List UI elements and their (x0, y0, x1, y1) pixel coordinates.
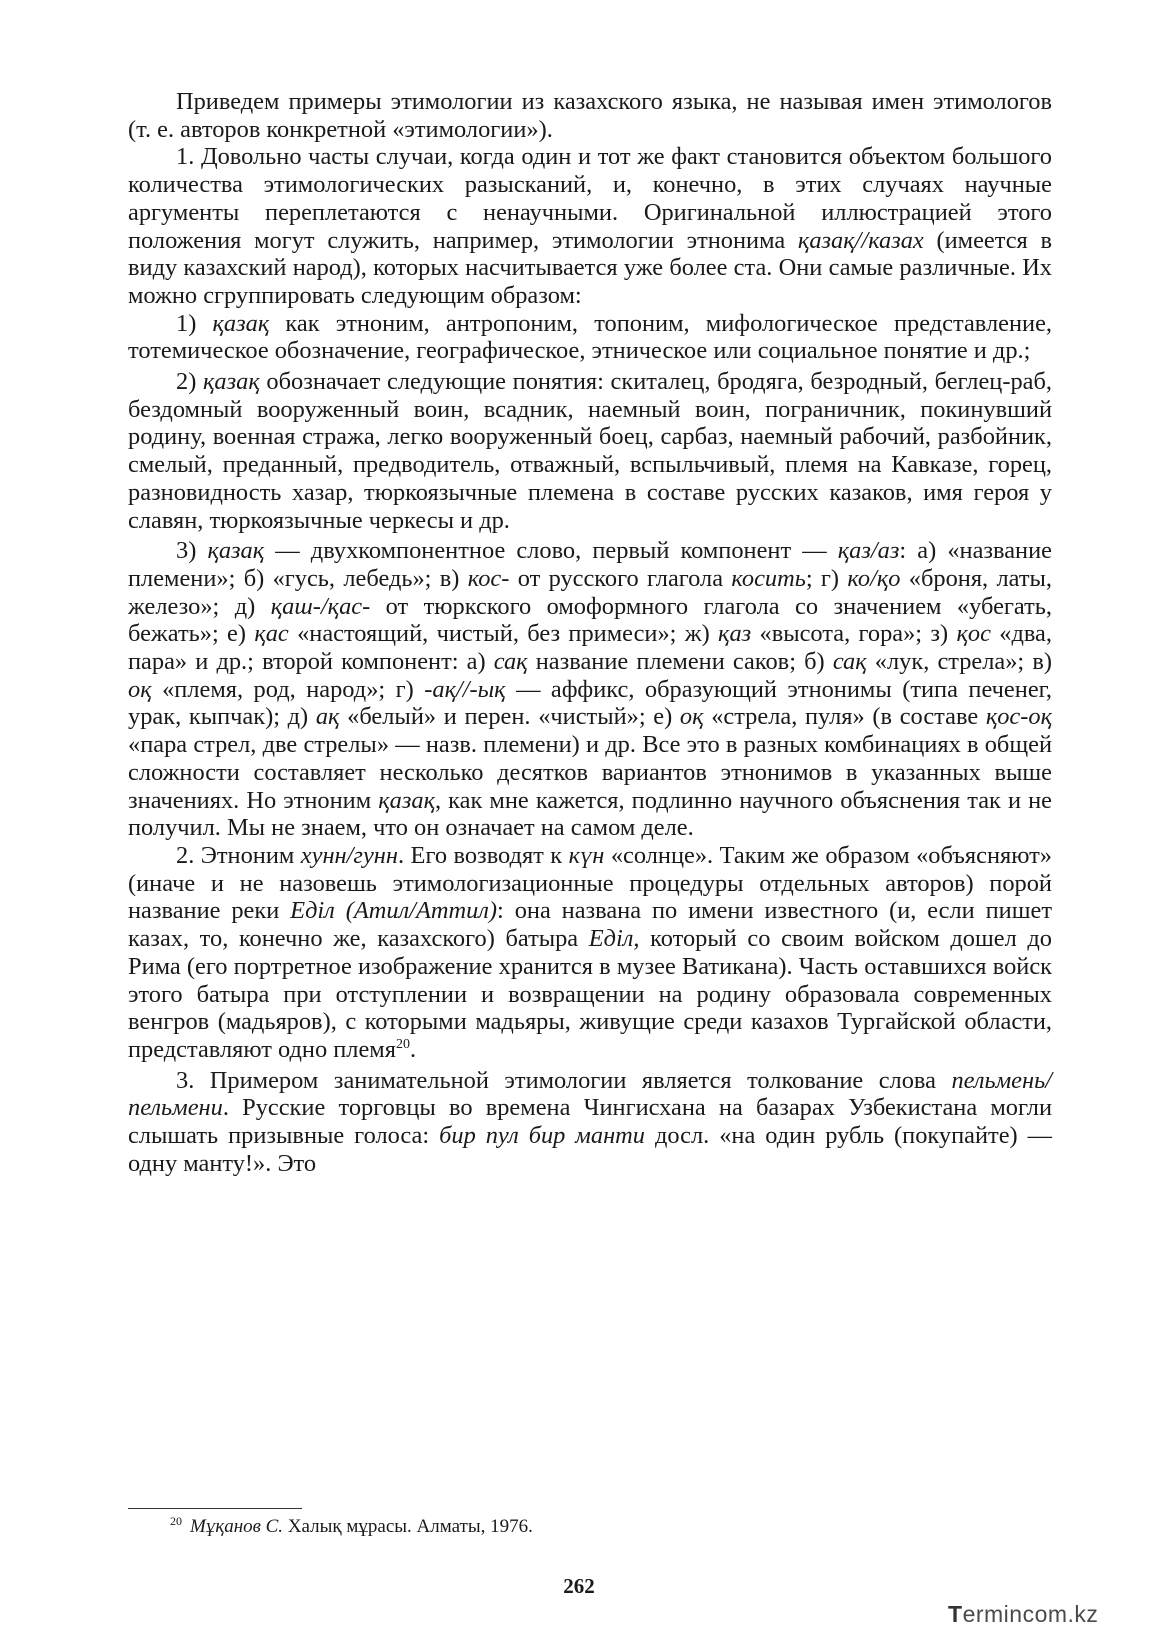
text-run: обозначает следующие понятия: скиталец, бродяга, безродный, беглец-раб, бездомный вооруженный воин, всадник, наемный воин, пограничник, покинувший родину, военная стража, легко вооруженный боец, сарбаз, наемный рабочий, разбойник, смелый, преданный, предводитель, отважный, вспыльчивый, племя на Кавказе, горец, разновидность хазар, тюркоязычные племена в составе русских казаков, имя героя у славян, тюркоязычные черкесы и др. (128, 368, 1052, 534)
text-run: : она названа по имени известного (и, если пишет казах, то, конечно же, казахского) батыра (128, 897, 1052, 953)
text-run: 1. Довольно часты случаи, когда один и тот же факт становится объектом большого количества этимологических разысканий, и, конечно, в этих случаях научные аргументы переплетаются с ненаучными. Оригинальной иллюстрацией этого положения могут служить, например, этимологии этнонима (128, 143, 1052, 254)
text-run: «племя, род, народ»; г) (151, 675, 425, 703)
text-run: досл. «на один рубль (покупайте) — одну манту!». Это (128, 1122, 1052, 1177)
italic-term: Еділ (588, 925, 634, 953)
paragraph-point-2 (128, 842, 1052, 1064)
italic-term: сақ (832, 648, 867, 676)
watermark-text: ermincom.kz (962, 1601, 1099, 1627)
italic-term: кос- (467, 564, 510, 592)
text-run: название племени саков; б) (527, 648, 833, 676)
text-run: 2) (176, 368, 203, 396)
italic-term: қаз/аз (837, 537, 900, 565)
paragraph-point-1 (128, 143, 1052, 309)
text-run: . Его возводят к (397, 841, 569, 869)
footnote-source: Халық мұрасы. Алматы, 1976. (283, 1516, 533, 1537)
paragraph-subpoint-2 (128, 368, 1052, 534)
italic-term: қос (956, 620, 991, 648)
text-run: , как мне кажется, подлинно научного объяснения так и не получил. Мы не знаем, что он означает на самом деле. (128, 786, 1052, 842)
text-run: (имеется в виду казахский народ), которых насчитывается уже более ста. Они самые различные. Их можно сгруппировать следующим образом: (128, 226, 1052, 309)
text-run: «стрела, пуля» (в составе (703, 703, 986, 731)
text-run: ; г) (805, 564, 848, 592)
text-run: — двухкомпонентное слово, первый компонент — (264, 537, 838, 565)
text-run: «солнце». Таким же образом «объясняют» (иначе и не назовешь этимологизационные процедуры отдельных авторов) порой название реки (128, 841, 1052, 925)
text-run: . (409, 1035, 417, 1063)
text-run: 2. Этноним (176, 841, 301, 869)
page-number: 262 (563, 1574, 595, 1598)
footnote-number: 20 (170, 1513, 182, 1528)
italic-term: оқ (679, 703, 704, 731)
footnote (170, 1515, 533, 1539)
text-run: от русского глагола (509, 564, 732, 592)
italic-term: қазақ (207, 537, 265, 565)
italic-term: -ақ//-ық (424, 675, 506, 703)
italic-term: ақ (315, 703, 340, 731)
text-run: 1) (176, 309, 213, 337)
text-run: «пара стрел, две стрелы» — назв. племени) и др. Все это в разных комбинациях в общей сложности составляет несколько десятков вариантов этнонимов в указанных выше значениях. Но этноним (128, 731, 1052, 814)
text-run: «высота, гора»; з) (751, 620, 957, 648)
italic-term: пельмень/пельмени (128, 1066, 1052, 1122)
italic-term: оқ (128, 675, 152, 703)
italic-term: қаз (718, 620, 752, 648)
text-run: : а) «название племени»; б) «гусь, лебедь»; в) (128, 537, 1052, 592)
italic-term: хунн/гунн (300, 841, 398, 869)
italic-term: ко/қо (847, 564, 901, 592)
text-run: «броня, латы, железо»; д) (128, 564, 1052, 620)
text-run: «два, пара» и др.; второй компонент: а) (128, 620, 1052, 676)
footnote-divider (128, 1508, 302, 1509)
watermark (948, 1601, 1148, 1631)
text-run: , который со своим войском дошел до Рима (его портретное изображение хранится в музее Ватикана). Часть оставшихся войск этого батыра при отступлении и возвращении на родину образовала современных венгров (мадьяров), с которыми мадьяры, живущие среди казахов Тургайской области, представляют одно племя (128, 925, 1052, 1063)
italic-term: қос-оқ (985, 703, 1052, 731)
italic-term: қазақ//казах (797, 226, 924, 254)
text-run: . Русские торговцы во времена Чингисхана на базарах Узбекистана могли слышать призывные голоса: (128, 1094, 1052, 1150)
main-text (128, 88, 1052, 1177)
text-run: как этноним, антропоним, топоним, мифологическое представление, тотемическое обозначение, географическое, этническое или социальное понятие и др.; (128, 309, 1052, 365)
text-run: от тюркского омоформного глагола со значением «убегать, бежать»; е) (128, 592, 1052, 648)
italic-term: күн (568, 841, 605, 869)
footnote-ref: 20 (395, 1036, 410, 1052)
italic-term: бир пул бир манти (439, 1122, 645, 1150)
italic-term: қазақ (212, 309, 270, 337)
paragraph-intro (128, 88, 1052, 143)
text-run: — аффикс, образующий этнонимы (типа печенег, урак, кыпчак); д) (128, 675, 1052, 731)
italic-term: косить (731, 564, 806, 592)
italic-term: сақ (493, 648, 528, 676)
watermark-initial: T (948, 1601, 963, 1627)
paragraph-point-3 (128, 1067, 1052, 1178)
italic-term: қазақ (203, 368, 260, 396)
paragraph-subpoint-1 (128, 310, 1052, 365)
italic-term: Еділ (Атил/Аттил) (290, 897, 498, 925)
italic-term: қас (254, 620, 289, 648)
footnote-author: Мұқанов С. (190, 1516, 284, 1537)
text-run: «настоящий, чистый, без примеси»; ж) (288, 620, 719, 648)
text-run: «белый» и перен. «чистый»; е) (339, 703, 680, 731)
italic-term: қаш-/қас- (270, 592, 371, 620)
italic-term: қазақ (378, 786, 435, 814)
text-run: Приведем примеры этимологии из казахского языка, не называя имен этимологов (т. е. авторов конкретной «этимологии»). (128, 88, 1052, 143)
paragraph-subpoint-3 (128, 537, 1052, 842)
text-run: 3) (176, 537, 208, 565)
text-run: 3. Примером занимательной этимологии является толкование слова (176, 1066, 952, 1094)
text-run: «лук, стрела»; в) (866, 648, 1053, 676)
